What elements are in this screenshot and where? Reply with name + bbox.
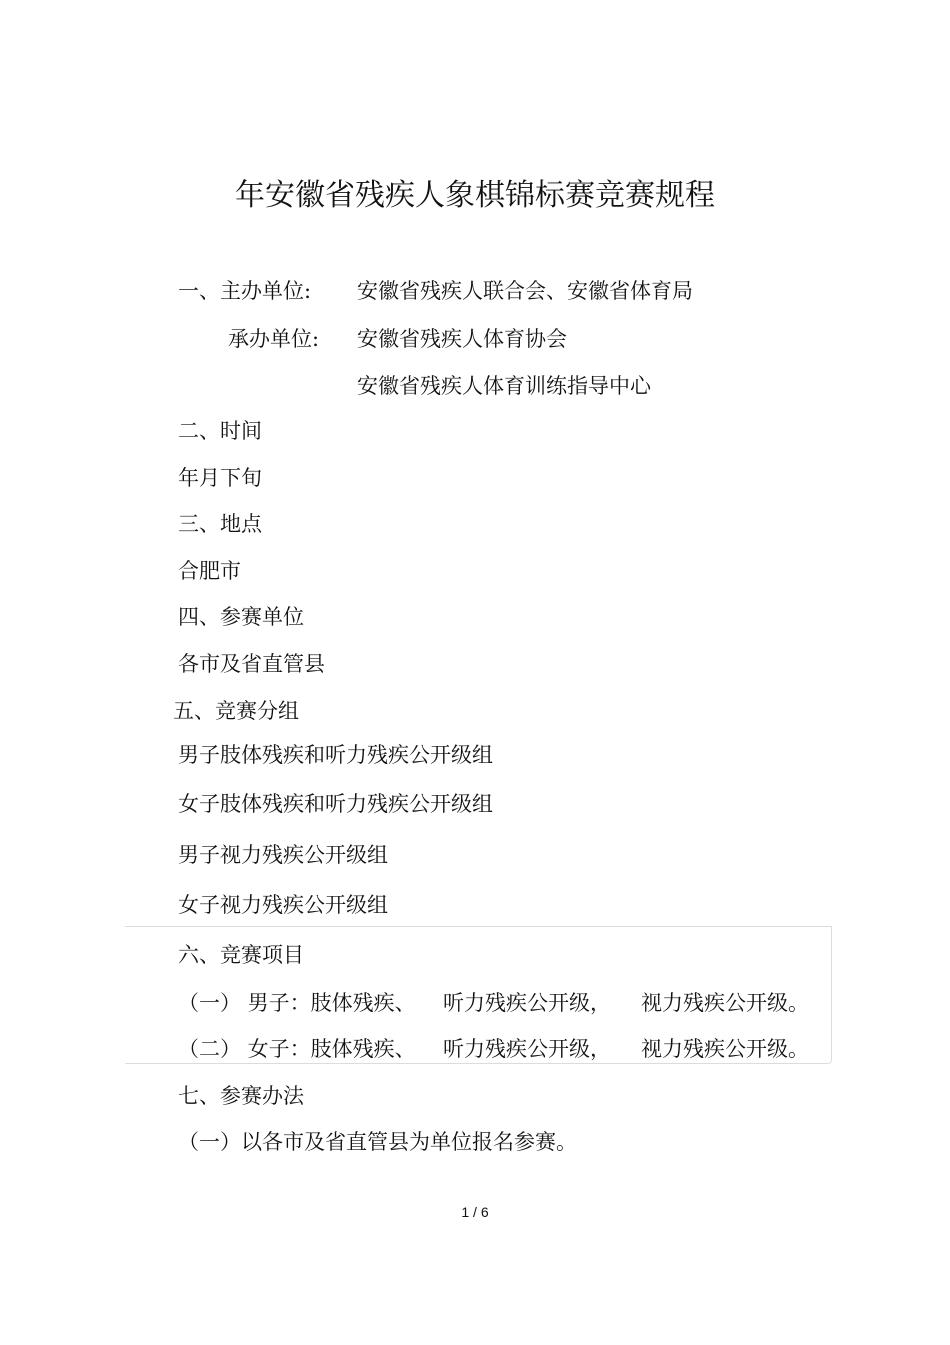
section-events-heading: 六、竞赛项目 [178, 943, 304, 967]
section-groups-heading: 五、竞赛分组 [173, 699, 299, 723]
section-participants-heading: 四、参赛单位 [178, 605, 304, 629]
co-organizer-value-1: 安徽省残疾人体育协会 [357, 327, 567, 351]
co-organizer-label: 承办单位: [228, 327, 320, 351]
section-participants-body: 各市及省直管县 [178, 652, 325, 676]
section-location-body: 合肥市 [178, 559, 241, 583]
co-organizer-value-2: 安徽省残疾人体育训练指导中心 [357, 374, 651, 398]
section-method-body: （一）以各市及省直管县为单位报名参赛。 [178, 1130, 577, 1154]
organizer-label: 一、主办单位: [178, 279, 312, 303]
page-indicator: 1 / 6 [461, 1204, 489, 1220]
event-item-women-c: 视力残疾公开级。 [641, 1037, 809, 1061]
event-item-men-b: 听力残疾公开级， [443, 991, 611, 1015]
event-item-women-a: （二） 女子：肢体残疾、 [178, 1037, 416, 1061]
group-item: 男子肢体残疾和听力残疾公开级组 [178, 743, 493, 767]
group-item: 女子肢体残疾和听力残疾公开级组 [178, 792, 493, 816]
group-item: 女子视力残疾公开级组 [178, 893, 388, 917]
event-item-women-b: 听力残疾公开级， [443, 1037, 611, 1061]
section-method-heading: 七、参赛办法 [178, 1084, 304, 1108]
section-location-heading: 三、地点 [178, 512, 262, 536]
organizer-value: 安徽省残疾人联合会、安徽省体育局 [357, 279, 693, 303]
section-time-heading: 二、时间 [178, 419, 262, 443]
event-item-men-c: 视力残疾公开级。 [641, 991, 809, 1015]
event-item-men-a: （一） 男子：肢体残疾、 [178, 991, 416, 1015]
page-title: 年安徽省残疾人象棋锦标赛竞赛规程 [235, 178, 715, 213]
group-item: 男子视力残疾公开级组 [178, 843, 388, 867]
section-time-body: 年月下旬 [178, 466, 262, 490]
